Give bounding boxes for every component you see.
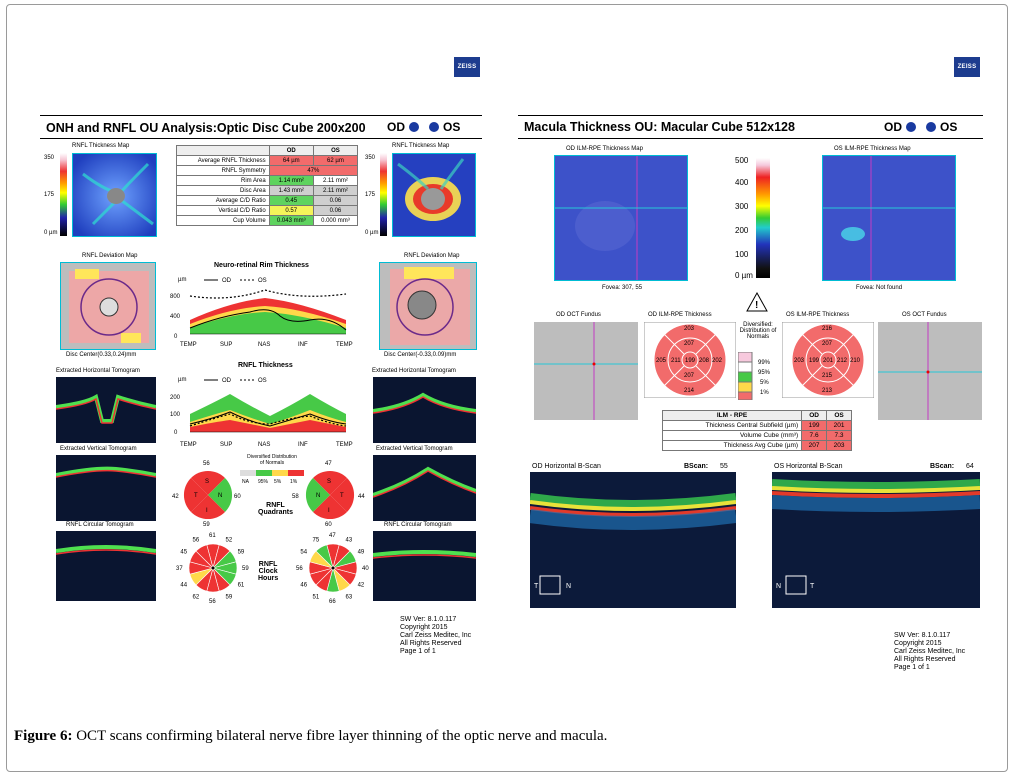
os-dot-icon xyxy=(926,122,936,132)
dist-item: 99% xyxy=(758,360,771,366)
rnfl-chart-title: RNFL Thickness xyxy=(238,362,293,369)
os-horizontal-bscan xyxy=(772,472,980,608)
od-clock-value: 56 xyxy=(209,599,216,605)
row-label: Vertical C/D Ratio xyxy=(177,206,270,216)
os-rnfl-quadrants xyxy=(290,456,372,528)
table-row xyxy=(663,421,852,431)
macula-scale-tick: 100 xyxy=(735,250,749,259)
table-header-row xyxy=(177,146,358,156)
od-etdrs-grid xyxy=(644,322,736,398)
os-scale-tick-350: 350 xyxy=(365,155,376,161)
row-label: Cup Volume xyxy=(177,216,270,226)
table-row xyxy=(177,176,358,186)
zeiss-logo-right: ZEISS xyxy=(954,57,980,77)
od-center: 199 xyxy=(685,358,696,364)
rnfl-xtick: SUP xyxy=(220,442,233,448)
od-vertical-tomogram-label: Extracted Vertical Tomogram xyxy=(60,446,137,452)
os-value: 0.06 xyxy=(313,196,357,206)
caption-text: OCT scans confirming bilateral nerve fibre layer thinning of the optic nerve and macula. xyxy=(72,728,608,744)
od-value: 64 µm xyxy=(269,156,313,166)
legend-od: OD xyxy=(222,278,231,284)
os-clock-value: 42 xyxy=(357,582,365,589)
od-rnfl-thickness-map xyxy=(72,153,157,237)
os-value: 2.11 mm² xyxy=(313,186,357,196)
od-color-scale xyxy=(60,153,67,236)
ilm-rpe-table xyxy=(662,410,852,451)
od-clock-value: 44 xyxy=(180,582,188,589)
svg-text:N: N xyxy=(218,493,223,499)
table-row xyxy=(663,431,852,441)
od-clock-value: 61 xyxy=(237,582,245,589)
macula-distribution-title: Diversified: Distribution of Normals xyxy=(739,322,777,340)
od-vertical-tomogram xyxy=(56,455,156,521)
os-value: 0.000 mm³ xyxy=(313,216,357,226)
table-header-cell xyxy=(177,146,270,156)
os-color-scale xyxy=(380,153,387,236)
os-outer-right: 210 xyxy=(850,358,861,364)
os-clock-value: 47 xyxy=(329,533,336,539)
rnfl-thickness-chart xyxy=(170,372,360,452)
os-clock-value: 63 xyxy=(345,594,353,601)
os-inner-right: 212 xyxy=(837,358,848,364)
od-inner-top: 207 xyxy=(684,341,695,347)
rim-xtick: TEMP xyxy=(336,342,353,348)
table-row xyxy=(177,166,358,176)
od-bscan-number: 55 xyxy=(720,463,728,470)
os-bscan-label: BScan: xyxy=(930,463,955,470)
table-row xyxy=(663,441,852,451)
svg-text:S: S xyxy=(205,479,210,485)
left-distribution-title: Diversified Distribution of Normals xyxy=(247,454,297,466)
od-oct-fundus xyxy=(534,322,638,420)
od-outer-left: 205 xyxy=(656,358,667,364)
od-dot-icon xyxy=(409,122,419,132)
row-label: Thickness Central Subfield (µm) xyxy=(663,421,802,431)
macula-distribution-legend xyxy=(738,352,780,400)
os-ilm-map-label: OS ILM-RPE Thickness Map xyxy=(834,146,911,152)
svg-text:I: I xyxy=(206,508,208,514)
od-orient-t: T xyxy=(534,583,539,590)
os-bscan-title: OS Horizontal B-Scan xyxy=(774,463,843,470)
od-rnfl-thickness-map-label: RNFL Thickness Map xyxy=(72,143,130,149)
legend-os: OS xyxy=(258,378,267,384)
table-row xyxy=(177,216,358,226)
macula-scale-tick: 0 µm xyxy=(735,271,753,280)
os-value: 62 µm xyxy=(313,156,357,166)
os-etdrs-grid xyxy=(782,322,874,398)
od-deviation-map-label: RNFL Deviation Map xyxy=(82,253,138,259)
od-clock-value: 52 xyxy=(225,537,233,544)
row-label: Thickness Avg Cube (µm) xyxy=(663,441,802,451)
macula-scale-tick: 400 xyxy=(735,178,749,187)
left-eye-legend xyxy=(387,120,460,134)
os-value: 201 xyxy=(827,421,852,431)
od-value: 7.6 xyxy=(802,431,827,441)
od-clock-value: 59 xyxy=(237,549,245,556)
os-clock-value: 56 xyxy=(296,566,303,572)
rim-xtick: SUP xyxy=(220,342,233,348)
rim-thickness-chart xyxy=(170,272,360,352)
left-report-title: ONH and RNFL OU Analysis:Optic Disc Cube 200x200 xyxy=(46,121,366,135)
rim-ytick-0: 0 xyxy=(174,334,178,340)
od-horizontal-bscan xyxy=(530,472,736,608)
od-scale-tick-0: 0 µm xyxy=(44,230,58,236)
od-clock-value: 59 xyxy=(225,594,233,601)
od-value: 0.57 xyxy=(269,206,313,216)
os-value: 0.06 xyxy=(313,206,357,216)
os-fovea: Fovea: Not found xyxy=(856,285,903,291)
rnfl-xtick: TEMP xyxy=(336,442,353,448)
macula-color-scale xyxy=(756,158,770,278)
os-circular-tomogram-label: RNFL Circular Tomogram xyxy=(384,522,452,528)
os-clock-value: 66 xyxy=(329,599,336,605)
os-clock-value: 40 xyxy=(362,566,369,572)
os-value: 7.3 xyxy=(827,431,852,441)
od-bscan-title: OD Horizontal B-Scan xyxy=(532,463,601,470)
dist-item: 5% xyxy=(760,380,769,386)
od-disc-center: Disc Center(0.33,0.24)mm xyxy=(66,352,137,358)
os-circular-tomogram xyxy=(373,531,476,601)
od-clock-value: 59 xyxy=(242,566,249,572)
os-ilm-rpe-thickness-map xyxy=(822,155,956,281)
dist-item: 1% xyxy=(760,390,769,396)
os-value: 2.11 mm² xyxy=(313,176,357,186)
table-row xyxy=(177,186,358,196)
rnfl-ytick-100: 100 xyxy=(170,412,181,418)
rim-xtick: NAS xyxy=(258,342,271,348)
od-grid-label: OD ILM-RPE Thickness xyxy=(648,312,712,318)
os-horizontal-tomogram xyxy=(373,377,476,443)
od-clock-value: 37 xyxy=(176,566,183,572)
os-label: OS xyxy=(443,120,461,134)
legend-od: OD xyxy=(222,378,231,384)
os-inner-bottom: 215 xyxy=(822,373,833,379)
svg-text:S: S xyxy=(327,479,332,485)
table-row xyxy=(177,206,358,216)
quadrants-label: RNFL Quadrants xyxy=(258,502,294,516)
od-value: 199 xyxy=(802,421,827,431)
svg-text:T: T xyxy=(194,493,198,499)
table-header-row xyxy=(663,411,852,421)
od-inner-left: 211 xyxy=(671,358,681,364)
os-clock-value: 54 xyxy=(300,549,308,556)
od-clock-value: 45 xyxy=(180,549,188,556)
macula-scale-tick: 300 xyxy=(735,202,749,211)
rim-xtick: TEMP xyxy=(180,342,197,348)
right-title-rule-bottom xyxy=(518,138,983,139)
od-value: 1.43 mm² xyxy=(269,186,313,196)
os-rnfl-deviation-map xyxy=(379,262,477,350)
od-rnfl-deviation-map xyxy=(60,262,156,350)
table-row xyxy=(177,156,358,166)
os-clock-value: 43 xyxy=(345,537,353,544)
os-dot-icon xyxy=(429,122,439,132)
os-outer-left: 203 xyxy=(794,358,805,364)
right-footer: SW Ver: 8.1.0.117 Copyright 2015 Carl Zeiss Meditec, Inc All Rights Reserved Page 1 of 1 xyxy=(894,632,966,671)
od-rnfl-clock-hours xyxy=(168,530,258,606)
right-report-title: Macula Thickness OU: Macular Cube 512x128 xyxy=(524,120,795,134)
rim-chart-title: Neuro-retinal Rim Thickness xyxy=(214,262,309,269)
os-oct-fundus xyxy=(878,322,982,420)
os-label: OS xyxy=(940,120,958,134)
table-row xyxy=(177,196,358,206)
os-fundus-label: OS OCT Fundus xyxy=(902,312,947,318)
od-ilm-map-label: OD ILM-RPE Thickness Map xyxy=(566,146,643,152)
row-label: Average C/D Ratio xyxy=(177,196,270,206)
od-ilm-rpe-thickness-map xyxy=(554,155,688,281)
os-vertical-tomogram xyxy=(373,455,476,521)
od-outer-right: 202 xyxy=(712,358,723,364)
os-clock-value: 75 xyxy=(312,537,320,544)
dist-item: 95% xyxy=(758,370,771,376)
macula-scale-tick: 500 xyxy=(735,156,749,165)
od-horizontal-tomogram-label: Extracted Horizontal Tomogram xyxy=(56,368,140,374)
os-bscan-number: 64 xyxy=(966,463,974,470)
row-label: RNFL Symmetry xyxy=(177,166,270,176)
od-clock-value: 61 xyxy=(209,533,216,539)
clock-hours-label: RNFL Clock Hours xyxy=(258,561,279,582)
right-eye-legend xyxy=(884,120,957,134)
rnfl-xtick: TEMP xyxy=(180,442,197,448)
od-rnfl-quadrants xyxy=(168,456,250,528)
row-label: Volume Cube (mm³) xyxy=(663,431,802,441)
os-deviation-map-label: RNFL Deviation Map xyxy=(404,253,460,259)
od-horizontal-tomogram xyxy=(56,377,156,443)
svg-text:!: ! xyxy=(755,300,759,311)
dist-item: 95% xyxy=(258,479,269,485)
od-orient-n: N xyxy=(566,583,572,590)
rim-ytick-800: 800 xyxy=(170,294,181,300)
rnfl-ytick-200: 200 xyxy=(170,395,181,401)
table-header-cell: OS xyxy=(313,146,357,156)
od-value: 0.45 xyxy=(269,196,313,206)
os-rnfl-thickness-map xyxy=(392,153,476,237)
table-header-cell: OD xyxy=(269,146,313,156)
rim-os-line xyxy=(190,290,346,298)
rim-xtick: INF xyxy=(298,342,308,348)
quad-os-i: 60 xyxy=(325,522,332,528)
os-orient-t: T xyxy=(810,583,815,590)
od-outer-bottom: 214 xyxy=(684,388,695,394)
os-clock-value: 49 xyxy=(357,549,365,556)
rnfl-ytick-0: 0 xyxy=(174,430,178,436)
os-clock-value: 51 xyxy=(312,594,320,601)
figure-caption xyxy=(14,728,607,745)
quad-od-t: 42 xyxy=(172,494,179,500)
quad-os-t: 58 xyxy=(292,494,299,500)
svg-text:T: T xyxy=(340,493,344,499)
table-header-cell: ILM - RPE xyxy=(663,411,802,421)
os-scale-tick-175: 175 xyxy=(365,192,376,198)
quad-os-s: 47 xyxy=(325,461,332,467)
os-clock-value: 46 xyxy=(300,582,308,589)
row-label: Average RNFL Thickness xyxy=(177,156,270,166)
od-inner-bottom: 207 xyxy=(684,373,695,379)
rim-ytick-400: 400 xyxy=(170,314,181,320)
od-value: 207 xyxy=(802,441,827,451)
os-center: 201 xyxy=(823,358,834,364)
os-horizontal-tomogram-label: Extracted Horizontal Tomogram xyxy=(372,368,456,374)
os-value: 203 xyxy=(827,441,852,451)
od-clock-value: 56 xyxy=(192,537,200,544)
os-inner-left: 199 xyxy=(809,358,820,364)
od-clock-center xyxy=(212,567,215,570)
rnfl-xtick: INF xyxy=(298,442,308,448)
od-dot-icon xyxy=(906,122,916,132)
zeiss-logo-left: ZEISS xyxy=(454,57,480,77)
os-outer-bottom: 213 xyxy=(822,388,833,394)
left-footer: SW Ver: 8.1.0.117 Copyright 2015 Carl Zeiss Meditec, Inc All Rights Reserved Page 1 of 1 xyxy=(400,616,472,655)
quad-od-i: 59 xyxy=(203,522,210,528)
os-vertical-tomogram-label: Extracted Vertical Tomogram xyxy=(376,446,453,452)
od-label: OD xyxy=(884,120,902,134)
od-value: 1.14 mm² xyxy=(269,176,313,186)
os-disc-center: Disc Center(-0.33,0.09)mm xyxy=(384,352,457,358)
table-header-cell: OD xyxy=(802,411,827,421)
rnfl-unit: µm xyxy=(178,377,187,383)
rim-unit: µm xyxy=(178,277,187,283)
os-clock-center xyxy=(332,567,335,570)
macula-scale-tick: 200 xyxy=(735,226,749,235)
od-bscan-label: BScan: xyxy=(684,463,709,470)
quad-os-n: 44 xyxy=(358,494,365,500)
rnfl-xtick: NAS xyxy=(258,442,271,448)
od-circular-tomogram-label: RNFL Circular Tomogram xyxy=(66,522,134,528)
od-label: OD xyxy=(387,120,405,134)
caption-label: Figure 6: xyxy=(14,728,73,744)
legend-os: OS xyxy=(258,278,267,284)
dist-item: NA xyxy=(242,479,249,485)
quad-od-n: 60 xyxy=(234,494,241,500)
warning-icon xyxy=(746,292,768,312)
svg-text:I: I xyxy=(328,508,330,514)
od-fundus-label: OD OCT Fundus xyxy=(556,312,601,318)
os-rnfl-thickness-map-label: RNFL Thickness Map xyxy=(392,143,450,149)
quad-od-s: 56 xyxy=(203,461,210,467)
od-scale-tick-175: 175 xyxy=(44,192,55,198)
os-scale-tick-0: 0 µm xyxy=(365,230,379,236)
od-clock-value: 62 xyxy=(192,594,200,601)
dist-item: 5% xyxy=(274,479,282,485)
right-title-rule-top xyxy=(518,115,983,116)
left-title-rule-top xyxy=(40,115,482,116)
od-circular-tomogram xyxy=(56,531,156,601)
svg-text:N: N xyxy=(316,493,321,499)
os-grid-label: OS ILM-RPE Thickness xyxy=(786,312,850,318)
os-outer-top: 216 xyxy=(822,326,833,332)
os-orient-n: N xyxy=(776,583,782,590)
os-inner-top: 207 xyxy=(822,341,833,347)
table-header-cell: OS xyxy=(827,411,852,421)
od-fovea: Fovea: 307, 55 xyxy=(602,285,643,291)
dist-item: 1% xyxy=(290,479,298,485)
left-title-rule-bottom xyxy=(40,138,482,139)
os-rnfl-clock-hours xyxy=(288,530,378,606)
od-outer-top: 203 xyxy=(684,326,695,332)
od-value: 0.043 mm³ xyxy=(269,216,313,226)
row-label: Disc Area xyxy=(177,186,270,196)
onh-metrics-table xyxy=(176,145,358,226)
od-scale-tick-350: 350 xyxy=(44,155,55,161)
symmetry-value: 47% xyxy=(269,166,357,176)
row-label: Rim Area xyxy=(177,176,270,186)
od-inner-right: 208 xyxy=(699,358,710,364)
